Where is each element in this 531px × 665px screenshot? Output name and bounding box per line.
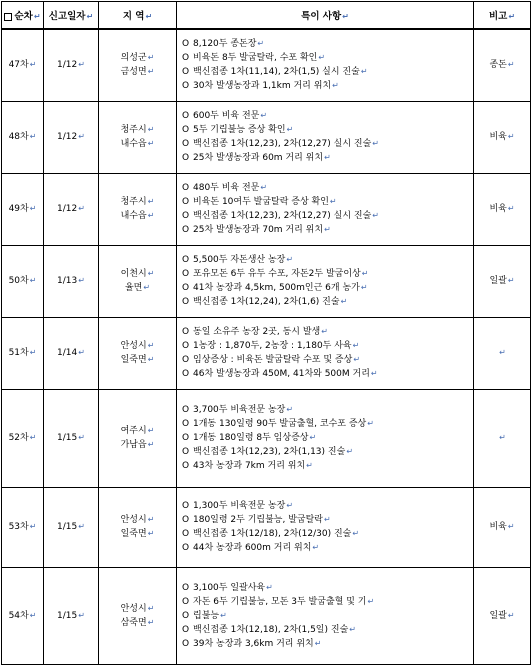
return-mark-icon: ↵ [147, 617, 155, 627]
details-cell [177, 317, 474, 389]
detail-text: 480두 비육 전문 [193, 183, 260, 193]
return-mark-icon: ↵ [78, 132, 85, 141]
detail-text: 비육돈 8두 발굽탈락, 수포 확인 [193, 53, 318, 64]
return-mark-icon: ↵ [507, 132, 515, 141]
bullet-icon: O [182, 405, 190, 415]
note-value: 일괄 [489, 610, 507, 621]
return-mark-icon: ↵ [507, 60, 515, 70]
return-mark-icon: ↵ [29, 522, 37, 531]
detail-text: 8,120두 종돈장 [193, 39, 257, 50]
return-mark-icon: ↵ [352, 529, 360, 538]
bullet-icon: O [182, 624, 190, 635]
detail-text: 25차 발생농장과 70m 거리 위치 [193, 225, 324, 235]
details-cell [177, 487, 474, 567]
region-line: 안성시 [120, 603, 147, 614]
bullet-icon: O [182, 515, 190, 525]
detail-line [182, 581, 470, 595]
detail-text: 25차 발생농장과 60m 거리 위치 [193, 153, 324, 163]
note-value: 비육 [489, 522, 507, 532]
bullet-icon: O [182, 596, 190, 607]
date-value: 1/13 [57, 276, 78, 286]
bullet-icon: O [182, 39, 190, 50]
return-mark-icon: ↵ [147, 197, 155, 206]
date-cell [44, 317, 99, 389]
return-mark-icon: ↵ [499, 433, 506, 442]
return-mark-icon: ↵ [507, 204, 515, 213]
bullet-icon: O [182, 341, 190, 351]
return-mark-icon: ↵ [29, 204, 37, 213]
incident-table [1, 1, 531, 665]
detail-text: 백신접종 1차(12,24), 2차(1,6) 진술 [193, 297, 340, 307]
bullet-icon: O [182, 419, 190, 429]
detail-text: 3,700두 비육전문 농장 [193, 405, 286, 415]
return-mark-icon: ↵ [329, 197, 337, 206]
detail-line [182, 79, 470, 93]
date-value: 1/15 [57, 433, 78, 443]
detail-text: 비육돈 10여두 발굽탈락 증상 확인 [193, 197, 329, 207]
detail-line [182, 595, 470, 609]
return-mark-icon: ↵ [147, 426, 155, 435]
detail-text: 1농장 : 1,870두, 2농장 : 1,180두 사육 [193, 341, 352, 351]
seq-cell [2, 245, 44, 317]
bullet-icon: O [182, 139, 190, 149]
region-line: 청주시 [120, 197, 147, 207]
detail-line [182, 267, 470, 281]
date-value: 1/15 [57, 610, 78, 621]
bullet-icon: O [182, 283, 190, 293]
bullet-icon: O [182, 610, 190, 621]
details-cell [177, 245, 474, 317]
table-row [2, 173, 531, 245]
detail-text: 5두 기립불능 증상 확인 [193, 125, 286, 135]
return-mark-icon: ↵ [147, 355, 155, 364]
return-mark-icon: ↵ [257, 39, 265, 49]
region-cell [99, 567, 177, 664]
bullet-icon: O [182, 125, 190, 135]
bullet-icon: O [182, 297, 190, 307]
detail-text: 백신접종 1차(11,14), 2차(1,5) 실시 진술 [193, 67, 360, 78]
detail-text: 립불능 [193, 610, 220, 621]
return-mark-icon: ↵ [286, 501, 294, 510]
return-mark-icon: ↵ [147, 53, 155, 63]
detail-line [182, 459, 470, 473]
region-cell [99, 487, 177, 567]
region-line: 안성시 [120, 341, 147, 351]
detail-text: 자돈 6두 기립불능, 모돈 3두 발굽출혈 및 기 [193, 596, 367, 607]
detail-line [182, 403, 470, 417]
bullet-icon: O [182, 355, 190, 365]
bullet-icon: O [182, 543, 190, 553]
details-cell [177, 567, 474, 664]
detail-line [182, 195, 470, 209]
return-mark-icon: ↵ [507, 610, 515, 620]
seq-value: 52차 [8, 433, 29, 443]
bullet-icon: O [182, 369, 190, 379]
note-cell [474, 567, 531, 664]
return-mark-icon: ↵ [323, 515, 331, 524]
return-mark-icon: ↵ [370, 369, 378, 378]
date-value: 1/15 [57, 522, 78, 532]
detail-line [182, 281, 470, 295]
return-mark-icon: ↵ [306, 461, 313, 470]
header-date: 신고일자↵ [44, 2, 99, 30]
return-mark-icon: ↵ [349, 624, 356, 634]
return-mark-icon: ↵ [286, 255, 294, 264]
return-mark-icon: ↵ [286, 405, 294, 414]
details-cell [177, 29, 474, 101]
detail-line [182, 137, 470, 151]
bullet-icon: O [182, 501, 190, 511]
bullet-icon: O [182, 461, 190, 471]
detail-text: 백신접종 1차(12,23), 2차(1,13) 진술 [193, 447, 346, 457]
details-cell [177, 101, 474, 173]
return-mark-icon: ↵ [147, 515, 155, 524]
bullet-icon: O [182, 529, 190, 539]
date-value: 1/14 [57, 348, 78, 358]
return-mark-icon: ↵ [360, 67, 368, 77]
table-row [2, 29, 531, 101]
seq-value: 53차 [8, 522, 29, 532]
date-value: 1/12 [57, 132, 78, 142]
return-mark-icon: ↵ [286, 125, 294, 134]
region-cell [99, 389, 177, 487]
return-mark-icon: ↵ [314, 638, 322, 648]
seq-value: 50차 [8, 276, 29, 286]
region-line: 여주시 [120, 426, 147, 436]
note-cell [474, 245, 531, 317]
return-mark-icon: ↵ [372, 139, 379, 148]
return-mark-icon: ↵ [147, 269, 155, 278]
bullet-icon: O [182, 327, 190, 337]
return-mark-icon: ↵ [260, 183, 268, 192]
region-line: 내수읍 [120, 211, 147, 221]
region-line: 의성군 [120, 53, 147, 64]
detail-line [182, 499, 470, 513]
return-mark-icon: ↵ [353, 355, 361, 364]
bullet-icon: O [182, 638, 190, 649]
return-mark-icon: ↵ [78, 610, 85, 620]
detail-line [182, 339, 470, 353]
seq-cell [2, 29, 44, 101]
region-line: 안성시 [120, 515, 147, 525]
detail-text: 30차 발생농장과 1,1km 거리 위치 [193, 81, 332, 92]
return-mark-icon: ↵ [147, 211, 155, 220]
return-mark-icon: ↵ [78, 348, 85, 357]
detail-line [182, 123, 470, 137]
detail-text: 백신접종 1차(12/18), 2차(12/30) 진술 [193, 529, 352, 539]
region-cell [99, 317, 177, 389]
header-seq: 순차↵ [2, 2, 44, 30]
return-mark-icon: ↵ [260, 111, 268, 120]
bullet-icon: O [182, 67, 190, 78]
region-line: 율면 [124, 283, 143, 293]
table-row [2, 389, 531, 487]
return-mark-icon: ↵ [367, 419, 374, 428]
note-cell [474, 317, 531, 389]
detail-text: 5,500두 자돈생산 농장 [193, 255, 286, 265]
return-mark-icon: ↵ [372, 211, 379, 220]
date-cell [44, 389, 99, 487]
return-mark-icon: ↵ [78, 276, 85, 285]
return-mark-icon: ↵ [360, 283, 368, 292]
detail-line [182, 417, 470, 431]
return-mark-icon: ↵ [266, 582, 273, 592]
detail-text: 46차 발생농장과 450M, 41차와 500M 거리 [193, 369, 370, 379]
table-row [2, 567, 531, 664]
note-cell [474, 487, 531, 567]
return-mark-icon: ↵ [147, 139, 155, 148]
return-mark-icon: ↵ [29, 60, 37, 70]
return-mark-icon: ↵ [78, 522, 85, 531]
return-mark-icon: ↵ [147, 603, 155, 613]
bullet-icon: O [182, 211, 190, 221]
bullet-icon: O [182, 81, 190, 92]
detail-line [182, 609, 470, 623]
return-mark-icon: ↵ [29, 433, 37, 442]
checkbox-icon [4, 13, 12, 21]
region-line: 이천시 [120, 269, 147, 279]
detail-line [182, 325, 470, 339]
date-cell [44, 101, 99, 173]
detail-line [182, 637, 470, 651]
seq-cell [2, 317, 44, 389]
seq-cell [2, 567, 44, 664]
bullet-icon: O [182, 153, 190, 163]
table-row [2, 487, 531, 567]
detail-text: 43차 농장과 7km 거리 위치 [193, 461, 306, 471]
seq-value: 51차 [8, 348, 29, 358]
seq-value: 49차 [8, 204, 29, 214]
detail-line [182, 51, 470, 65]
region-line: 금성면 [120, 67, 147, 78]
detail-line [182, 431, 470, 445]
header-row [2, 2, 531, 30]
details-cell [177, 389, 474, 487]
detail-text: 600두 비육 전문 [193, 111, 260, 121]
return-mark-icon: ↵ [29, 276, 37, 285]
header-details: 특이 사항↵ [177, 2, 474, 30]
return-mark-icon: ↵ [29, 348, 37, 357]
detail-line [182, 109, 470, 123]
seq-value: 54차 [8, 610, 29, 621]
note-value: 일괄 [489, 276, 507, 286]
note-value: 비육 [489, 204, 507, 214]
detail-text: 39차 농장과 3,6km 거리 위치 [193, 638, 314, 649]
detail-text: 포유모돈 6두 유두 수포, 자돈2두 발굽이상 [193, 269, 361, 279]
detail-line [182, 513, 470, 527]
return-mark-icon: ↵ [78, 204, 85, 213]
seq-cell [2, 487, 44, 567]
return-mark-icon: ↵ [147, 440, 155, 449]
bullet-icon: O [182, 269, 190, 279]
return-mark-icon: ↵ [332, 81, 339, 91]
date-value: 1/12 [57, 60, 78, 71]
region-line: 내수읍 [120, 139, 147, 149]
return-mark-icon: ↵ [78, 60, 85, 70]
region-cell [99, 173, 177, 245]
return-mark-icon: ↵ [312, 543, 320, 552]
detail-line [182, 37, 470, 51]
return-mark-icon: ↵ [361, 269, 369, 278]
return-mark-icon: ↵ [147, 341, 155, 350]
note-cell [474, 29, 531, 101]
region-line: 삼죽면 [120, 617, 147, 628]
return-mark-icon: ↵ [78, 433, 85, 442]
return-mark-icon: ↵ [147, 125, 155, 134]
bullet-icon: O [182, 183, 190, 193]
detail-text: 44차 농장과 600m 거리 위치 [193, 543, 312, 553]
return-mark-icon: ↵ [507, 276, 515, 285]
date-cell [44, 487, 99, 567]
detail-line [182, 209, 470, 223]
detail-line [182, 541, 470, 555]
date-cell [44, 245, 99, 317]
detail-line [182, 353, 470, 367]
return-mark-icon: ↵ [321, 327, 328, 336]
bullet-icon: O [182, 197, 190, 207]
note-cell [474, 173, 531, 245]
header-region: 지 역↵ [99, 2, 177, 30]
note-value: 비육 [489, 132, 507, 142]
region-line: 일죽면 [120, 355, 147, 365]
detail-text: 백신접종 1차(12,23), 2차(12,27) 실시 진술 [193, 211, 372, 221]
date-value: 1/12 [57, 204, 78, 214]
return-mark-icon: ↵ [340, 297, 348, 306]
table-row [2, 245, 531, 317]
region-line: 청주시 [120, 125, 147, 135]
header-note: 비고↵ [474, 2, 531, 30]
detail-line [182, 367, 470, 381]
details-cell [177, 173, 474, 245]
return-mark-icon: ↵ [309, 433, 317, 442]
return-mark-icon: ↵ [499, 348, 506, 357]
bullet-icon: O [182, 255, 190, 265]
bullet-icon: O [182, 447, 190, 457]
table-row [2, 317, 531, 389]
return-mark-icon: ↵ [324, 225, 331, 234]
date-cell [44, 29, 99, 101]
date-cell [44, 173, 99, 245]
detail-text: 임상증상 : 비육돈 발굽탈락 수포 및 증상 [193, 355, 353, 365]
seq-cell [2, 101, 44, 173]
detail-text: 동일 소유주 농장 2곳, 동시 발생 [193, 327, 321, 337]
bullet-icon: O [182, 433, 190, 443]
return-mark-icon: ↵ [143, 283, 151, 292]
bullet-icon: O [182, 225, 190, 235]
bullet-icon: O [182, 53, 190, 64]
return-mark-icon: ↵ [318, 53, 326, 63]
seq-cell [2, 173, 44, 245]
return-mark-icon: ↵ [29, 610, 37, 620]
return-mark-icon: ↵ [346, 447, 354, 456]
region-cell [99, 101, 177, 173]
seq-cell [2, 389, 44, 487]
return-mark-icon: ↵ [147, 67, 155, 77]
return-mark-icon: ↵ [367, 596, 375, 606]
detail-text: 41차 농장과 4,5km, 500m인근 6개 농가 [193, 283, 360, 293]
detail-line [182, 445, 470, 459]
detail-line [182, 623, 470, 637]
bullet-icon: O [182, 582, 190, 593]
table-row [2, 101, 531, 173]
detail-line [182, 223, 470, 237]
region-cell [99, 245, 177, 317]
return-mark-icon: ↵ [220, 610, 227, 620]
detail-line [182, 151, 470, 165]
note-value: 종돈 [489, 60, 507, 71]
detail-text: 백신접종 1차(12,18), 2차(1,5일) 진술 [193, 624, 349, 635]
detail-line [182, 65, 470, 79]
note-cell [474, 101, 531, 173]
detail-text: 1,300두 비육전문 농장 [193, 501, 286, 511]
detail-line [182, 527, 470, 541]
bullet-icon: O [182, 111, 190, 121]
region-line: 가남읍 [120, 440, 147, 450]
seq-value: 48차 [8, 132, 29, 142]
return-mark-icon: ↵ [147, 529, 155, 538]
note-cell [474, 389, 531, 487]
detail-text: 180일령 2두 기립불능, 발굽탈락 [193, 515, 323, 525]
return-mark-icon: ↵ [29, 132, 37, 141]
return-mark-icon: ↵ [324, 153, 331, 162]
return-mark-icon: ↵ [507, 522, 515, 531]
detail-text: 1개동 130일령 90두 발굽출혈, 코수포 증상 [193, 419, 367, 429]
date-cell [44, 567, 99, 664]
detail-line [182, 295, 470, 309]
region-cell [99, 29, 177, 101]
detail-line [182, 181, 470, 195]
detail-text: 3,100두 일괄사육 [193, 582, 266, 593]
detail-line [182, 253, 470, 267]
return-mark-icon: ↵ [352, 341, 360, 350]
seq-value: 47차 [8, 60, 29, 71]
region-line: 일죽면 [120, 529, 147, 539]
detail-text: 1개동 180일령 8두 임상증상 [193, 433, 309, 443]
detail-text: 백신접종 1차(12,23), 2차(12,27) 실시 진술 [193, 139, 372, 149]
